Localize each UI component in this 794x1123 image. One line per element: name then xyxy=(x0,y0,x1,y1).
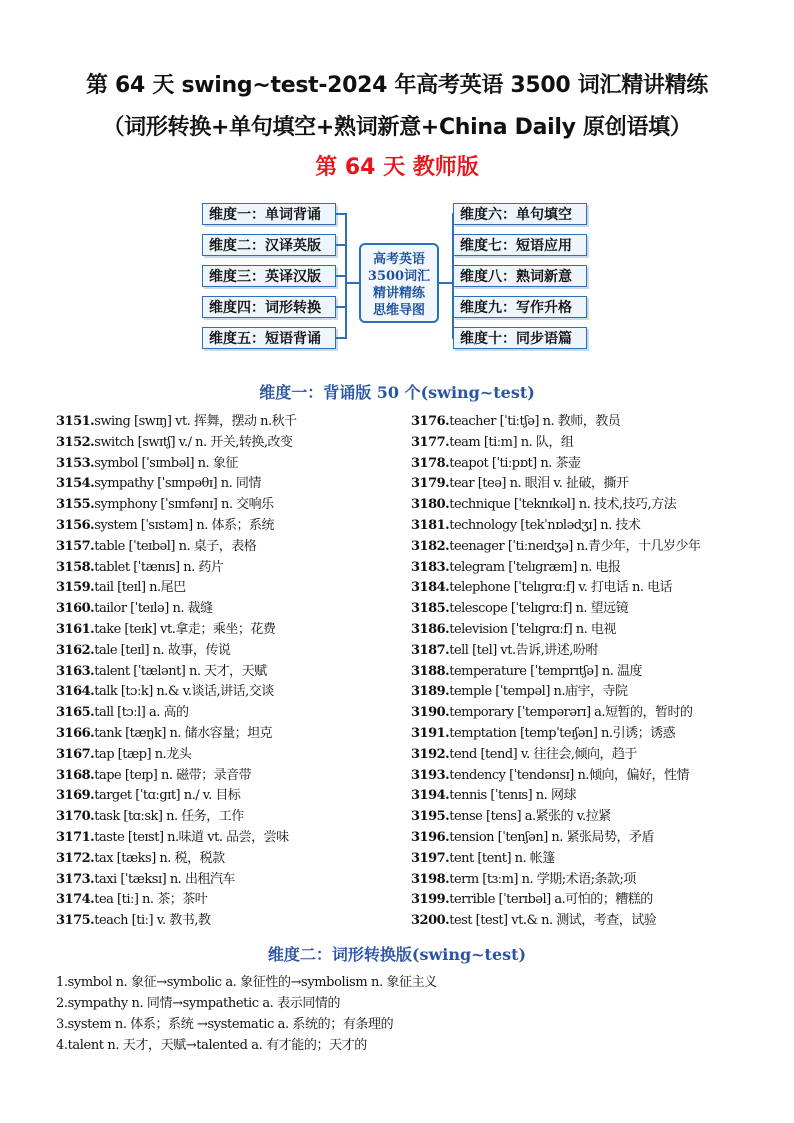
entry-text: switch [swɪtʃ] v./ n. 开关,转换,改变 xyxy=(94,434,293,450)
vocab-entry xyxy=(56,433,396,454)
entry-number: 3172. xyxy=(56,850,95,866)
entry-text: teenager [ˈtiːneɪdʒə] n.青少年，十几岁少年 xyxy=(449,538,701,554)
entry-text: talk [tɔːk] n.& v.谈话,讲话,交谈 xyxy=(94,684,274,700)
vocab-entry xyxy=(56,537,396,558)
vocab-entry xyxy=(411,724,751,745)
word-form-item: 4.talent n. 天才，天赋→talented a. 有才能的；天才的 xyxy=(56,1038,367,1053)
entry-text: terrible [ˈterɪbəl] a.可怕的；糟糕的 xyxy=(449,892,653,908)
entry-number: 3155. xyxy=(56,497,95,513)
entry-number: 3181. xyxy=(411,517,450,533)
entry-number: 3185. xyxy=(411,601,450,617)
entry-text: technique [ˈteknɪkəl] n. 技术,技巧,方法 xyxy=(449,497,677,513)
entry-number: 3187. xyxy=(411,642,450,658)
entry-text: table [ˈteɪbəl] n. 桌子，表格 xyxy=(94,538,257,554)
word-form-item: 1.symbol n. 象征→symbolic a. 象征性的→symbolism n. 象征主义 xyxy=(56,975,437,990)
entry-number: 3196. xyxy=(411,829,450,845)
vocab-entry xyxy=(56,558,396,579)
entry-text: tell [tel] vt.告诉,讲述,吩咐 xyxy=(449,642,598,658)
entry-number: 3169. xyxy=(56,788,95,804)
entry-number: 3177. xyxy=(411,434,450,450)
mindmap-right-item: 维度九：写作升格 xyxy=(453,296,587,318)
vocab-column-right xyxy=(411,412,751,932)
vocab-entry xyxy=(56,495,396,516)
entry-number: 3161. xyxy=(56,621,95,637)
center-text-line: 高考英语 xyxy=(372,252,425,267)
mindmap-left-item: 维度四：词形转换 xyxy=(202,296,336,318)
entry-number: 3192. xyxy=(411,746,450,762)
vocab-entry xyxy=(56,599,396,620)
mindmap-right-item: 维度十：同步语篇 xyxy=(453,327,587,349)
entry-text: sympathy [ˈsɪmpəθɪ] n. 同情 xyxy=(94,476,261,492)
entry-text: technology [tekˈnɒlədʒɪ] n. 技术 xyxy=(449,517,641,533)
entry-text: tall [tɔːl] a. 高的 xyxy=(94,705,189,721)
entry-text: symbol [ˈsɪmbəl] n. 象征 xyxy=(94,455,238,471)
entry-text: take [teɪk] vt.拿走；乘坐；花费 xyxy=(94,621,276,637)
vocab-entry xyxy=(411,890,751,911)
entry-number: 3179. xyxy=(411,476,450,492)
entry-number: 3170. xyxy=(56,809,95,825)
entry-text: target [ˈtɑːgɪt] n./ v. 目标 xyxy=(94,788,241,804)
entry-text: talent [ˈtælənt] n. 天才，天赋 xyxy=(94,663,267,679)
entry-text: telegram [ˈtelɪgræm] n. 电报 xyxy=(449,559,621,575)
vocab-entry xyxy=(411,495,751,516)
entry-text: tendency [ˈtendənsɪ] n.倾向，偏好，性情 xyxy=(449,767,690,783)
vocab-entry xyxy=(56,911,396,932)
entry-text: temporary [ˈtempərərɪ] a.短暂的，暂时的 xyxy=(449,705,693,721)
document-subtitle: （词形转换+单句填空+熟词新意+China Daily 原创语填） xyxy=(102,115,692,140)
vocab-entry xyxy=(411,849,751,870)
vocab-entry xyxy=(56,641,396,662)
mindmap-left-item: 维度五：短语背诵 xyxy=(202,327,336,349)
entry-number: 3188. xyxy=(411,663,450,679)
entry-text: tense [tens] a.紧张的 v.拉紧 xyxy=(449,809,611,825)
entry-number: 3167. xyxy=(56,746,95,762)
vocab-entry xyxy=(411,516,751,537)
mindmap-right-item: 维度八：熟词新意 xyxy=(453,265,587,287)
brace-vertical xyxy=(345,213,347,339)
entry-text: tape [teɪp] n. 磁带；录音带 xyxy=(94,767,252,783)
section-heading: 维度一：背诵版 50 个(swing~test) xyxy=(259,383,535,402)
vocab-entry xyxy=(56,786,396,807)
entry-number: 3153. xyxy=(56,455,95,471)
entry-number: 3160. xyxy=(56,601,95,617)
mindmap-left-item: 维度一：单词背诵 xyxy=(202,203,336,225)
entry-number: 3199. xyxy=(411,892,450,908)
entry-number: 3162. xyxy=(56,642,95,658)
entry-text: telescope [ˈtelɪgrɑːf] n. 望远镜 xyxy=(449,601,629,617)
entry-number: 3168. xyxy=(56,767,95,783)
entry-text: tension [ˈtenʃən] n. 紧张局势，矛盾 xyxy=(449,829,655,845)
entry-text: swing [swɪŋ] vt. 挥舞，摆动 n.秋千 xyxy=(94,414,297,429)
vocab-entry xyxy=(411,433,751,454)
vocab-entry xyxy=(411,786,751,807)
entry-number: 3191. xyxy=(411,725,450,741)
entry-text: tend [tend] v. 往往会,倾向，趋于 xyxy=(449,746,638,762)
vocab-entry xyxy=(56,745,396,766)
entry-number: 3165. xyxy=(56,705,95,721)
entry-text: tailor [ˈteɪlə] n. 裁缝 xyxy=(94,601,213,617)
vocab-entry xyxy=(411,599,751,620)
vocab-entry xyxy=(56,828,396,849)
vocab-entry xyxy=(411,807,751,828)
entry-number: 3180. xyxy=(411,497,450,513)
entry-text: teapot [ˈtiːpɒt] n. 茶壶 xyxy=(449,455,581,471)
entry-text: system [ˈsɪstəm] n. 体系；系统 xyxy=(94,517,275,533)
vocab-entry xyxy=(411,558,751,579)
entry-number: 3200. xyxy=(411,913,450,929)
entry-text: telephone [ˈtelɪgrɑːf] v. 打电话 n. 电话 xyxy=(449,580,673,596)
entry-text: tail [teɪl] n.尾巴 xyxy=(94,580,186,596)
vocab-entry xyxy=(411,474,751,495)
entry-text: temple [ˈtempəl] n.庙宇，寺院 xyxy=(449,684,628,700)
vocab-entry xyxy=(56,766,396,787)
entry-text: tear [teə] n. 眼泪 v. 扯破，撕开 xyxy=(449,476,629,492)
entry-number: 3178. xyxy=(411,455,450,471)
vocab-entry xyxy=(56,454,396,475)
entry-text: task [tɑːsk] n. 任务，工作 xyxy=(94,809,244,825)
vocab-entry xyxy=(411,662,751,683)
vocab-entry xyxy=(56,890,396,911)
entry-number: 3152. xyxy=(56,434,95,450)
entry-text: tap [tæp] n.龙头 xyxy=(94,746,192,762)
entry-text: taste [teɪst] n.味道 vt. 品尝，尝味 xyxy=(94,829,289,845)
vocab-entry xyxy=(411,828,751,849)
vocab-entry xyxy=(411,745,751,766)
entry-number: 3156. xyxy=(56,517,95,533)
mindmap-right-item: 维度六：单句填空 xyxy=(453,203,587,225)
word-form-item: 3.system n. 体系；系统 →systematic a. 系统的；有条理的 xyxy=(56,1017,394,1032)
connector-line xyxy=(345,282,359,284)
entry-text: teach [tiː] v. 教书,教 xyxy=(94,913,211,929)
center-text-line: 精讲精练 xyxy=(372,286,425,301)
vocab-entry xyxy=(56,682,396,703)
vocab-entry xyxy=(56,703,396,724)
entry-text: temptation [tempˈteɪʃən] n.引诱；诱惑 xyxy=(449,725,676,741)
vocab-entry xyxy=(56,474,396,495)
entry-text: temperature [ˈtemprɪtʃə] n. 温度 xyxy=(449,663,642,679)
entry-number: 3166. xyxy=(56,725,95,741)
center-text-line: 3500词汇 xyxy=(367,269,431,284)
edition-label: 第 64 天 教师版 xyxy=(315,155,479,180)
entry-text: tennis [ˈtenɪs] n. 网球 xyxy=(449,788,576,804)
entry-text: term [tɜːm] n. 学期;术语;条款;项 xyxy=(449,871,636,887)
entry-text: tank [tæŋk] n. 储水容量；坦克 xyxy=(94,725,273,741)
entry-number: 3176. xyxy=(411,414,450,429)
entry-number: 3154. xyxy=(56,476,95,492)
mindmap-left-item: 维度三：英译汉版 xyxy=(202,265,336,287)
connector-line xyxy=(439,282,453,284)
entry-number: 3157. xyxy=(56,538,95,554)
vocab-entry xyxy=(411,578,751,599)
vocab-entry xyxy=(56,578,396,599)
entry-number: 3163. xyxy=(56,663,95,679)
vocab-entry xyxy=(56,662,396,683)
word-form-list xyxy=(56,972,756,1056)
entry-text: taxi [ˈtæksɪ] n. 出租汽车 xyxy=(94,871,235,887)
vocab-entry xyxy=(56,870,396,891)
mindmap-left-item: 维度二：汉译英版 xyxy=(202,234,336,256)
entry-text: tale [teɪl] n. 故事，传说 xyxy=(94,642,231,658)
entry-number: 3164. xyxy=(56,684,95,700)
vocab-entry xyxy=(411,870,751,891)
entry-number: 3197. xyxy=(411,850,450,866)
word-form-item: 2.sympathy n. 同情→sympathetic a. 表示同情的 xyxy=(56,996,341,1011)
vocab-entry xyxy=(411,766,751,787)
entry-number: 3190. xyxy=(411,705,450,721)
vocab-entry xyxy=(411,454,751,475)
vocab-column-left xyxy=(56,412,396,932)
vocab-entry xyxy=(56,807,396,828)
vocab-entry xyxy=(411,641,751,662)
entry-text: teacher [ˈtiːtʃə] n. 教师，教员 xyxy=(449,414,621,429)
entry-number: 3193. xyxy=(411,767,450,783)
vocab-entry xyxy=(411,537,751,558)
entry-text: symphony [ˈsɪmfənɪ] n. 交响乐 xyxy=(94,497,274,513)
vocab-entry xyxy=(411,682,751,703)
entry-number: 3186. xyxy=(411,621,450,637)
entry-number: 3194. xyxy=(411,788,450,804)
entry-number: 3195. xyxy=(411,809,450,825)
entry-number: 3174. xyxy=(56,892,95,908)
vocab-entry xyxy=(411,620,751,641)
section-heading: 维度二：词形转换版(swing~test) xyxy=(267,945,527,964)
entry-number: 3159. xyxy=(56,580,95,596)
entry-number: 3158. xyxy=(56,559,95,575)
entry-number: 3173. xyxy=(56,871,95,887)
mindmap-center xyxy=(359,243,439,323)
vocab-entry xyxy=(411,412,751,433)
entry-text: tea [tiː] n. 茶；茶叶 xyxy=(94,892,208,908)
entry-number: 3198. xyxy=(411,871,450,887)
vocab-entry xyxy=(56,620,396,641)
vocab-entry xyxy=(411,703,751,724)
entry-number: 3182. xyxy=(411,538,450,554)
document-title: 第 64 天 swing~test-2024 年高考英语 3500 词汇精讲精练 xyxy=(85,73,709,98)
entry-number: 3151. xyxy=(56,414,95,429)
entry-number: 3175. xyxy=(56,913,95,929)
center-text-line: 思维导图 xyxy=(372,303,425,318)
entry-text: tablet [ˈtænɪs] n. 药片 xyxy=(94,559,224,575)
vocab-entry xyxy=(56,849,396,870)
entry-number: 3183. xyxy=(411,559,450,575)
entry-text: tent [tent] n. 帐篷 xyxy=(449,850,555,866)
vocab-entry xyxy=(56,516,396,537)
entry-text: television [ˈtelɪgrɑːf] n. 电视 xyxy=(449,621,616,637)
entry-number: 3189. xyxy=(411,684,450,700)
mindmap-right-item: 维度七：短语应用 xyxy=(453,234,587,256)
entry-text: tax [tæks] n. 税，税款 xyxy=(94,850,225,866)
entry-number: 3184. xyxy=(411,580,450,596)
vocab-entry xyxy=(56,412,396,433)
vocab-entry xyxy=(56,724,396,745)
entry-text: team [tiːm] n. 队，组 xyxy=(449,434,574,450)
vocab-entry xyxy=(411,911,751,932)
entry-text: test [test] vt.& n. 测试，考查，试验 xyxy=(449,913,657,929)
entry-number: 3171. xyxy=(56,829,95,845)
